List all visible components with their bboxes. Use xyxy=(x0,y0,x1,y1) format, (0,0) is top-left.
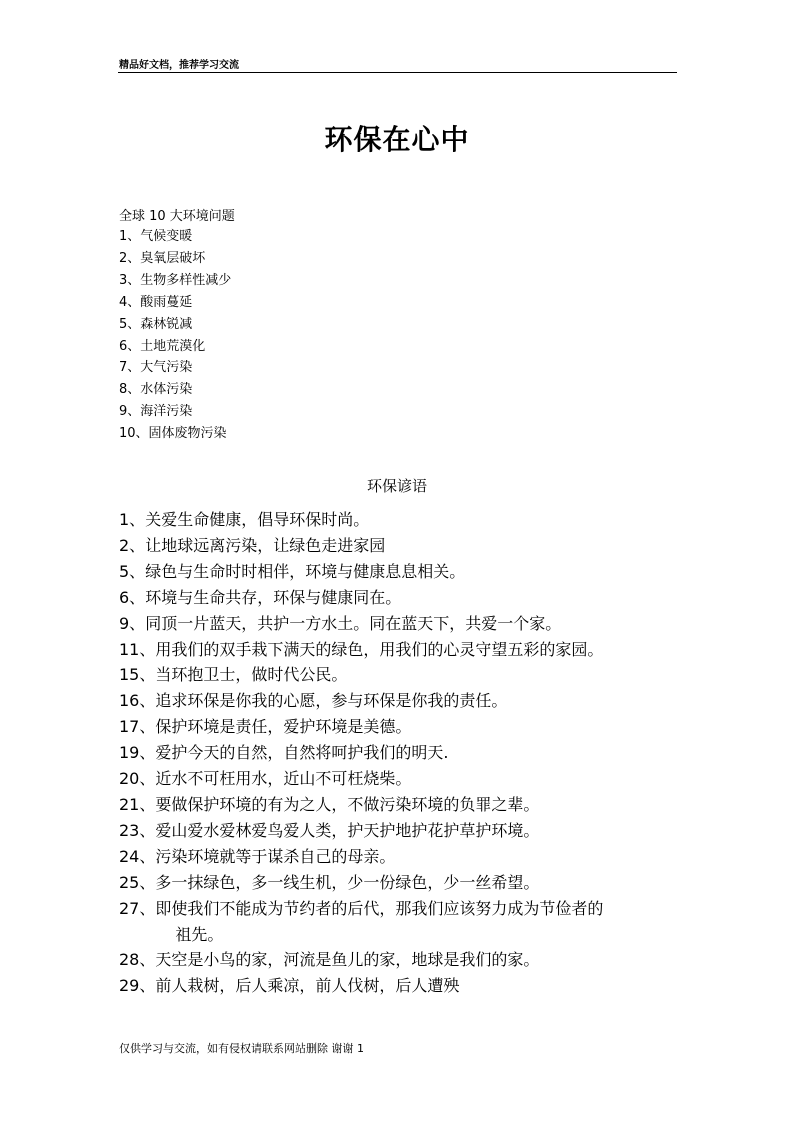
slogan-item xyxy=(119,507,689,533)
slogan-text: 要做保护环境的有为之人，不做污染环境的负罪之辈。 xyxy=(155,794,540,814)
slogan-number: 27、 xyxy=(119,898,156,918)
problem-item: 7、大气污染 xyxy=(119,360,193,376)
header-divider xyxy=(118,72,677,73)
slogan-number: 11、 xyxy=(119,639,156,659)
slogan-text: 保护环境是责任，爱护环境是美德。 xyxy=(155,717,412,737)
slogan-number: 28、 xyxy=(119,950,156,970)
slogan-text: 天空是小鸟的家，河流是鱼儿的家，地球是我们的家。 xyxy=(155,950,540,970)
slogan-item xyxy=(119,740,689,766)
slogan-item xyxy=(119,870,689,896)
problem-item: 3、生物多样性减少 xyxy=(119,272,232,288)
slogan-item xyxy=(119,766,689,792)
problem-item: 10、固体废物污染 xyxy=(119,426,227,442)
slogan-item xyxy=(119,559,689,585)
slogan-item xyxy=(119,973,689,999)
slogan-number: 2、 xyxy=(119,535,146,555)
slogan-text: 关爱生命健康，倡导环保时尚。 xyxy=(145,510,370,529)
slogan-text: 近水不可枉用水，近山不可枉烧柴。 xyxy=(155,769,412,789)
slogan-number: 20、 xyxy=(119,769,156,789)
slogan-text: 当环抱卫士，做时代公民。 xyxy=(155,665,348,685)
slogan-text: 同顶一片蓝天，共护一方水土。同在蓝天下，共爱一个家。 xyxy=(145,613,562,633)
slogan-number: 21、 xyxy=(119,794,156,814)
slogan-item xyxy=(119,662,689,688)
slogan-number: 16、 xyxy=(119,691,156,711)
slogan-item xyxy=(119,637,689,663)
slogan-text: 爱山爱水爱林爱鸟爱人类，护天护地护花护草护环境。 xyxy=(155,820,540,840)
slogan-text: 多一抹绿色，多一线生机，少一份绿色，少一丝希望。 xyxy=(155,872,540,892)
slogan-item xyxy=(119,844,689,870)
slogan-text: 绿色与生命时时相伴，环境与健康息息相关。 xyxy=(145,561,466,581)
problem-item: 6、土地荒漠化 xyxy=(119,338,206,354)
slogan-number: 17、 xyxy=(119,717,156,737)
problem-item: 5、森林锐减 xyxy=(119,316,193,332)
slogan-number: 19、 xyxy=(119,743,156,763)
slogan-text: 追求环保是你我的心愿，参与环保是你我的责任。 xyxy=(155,691,508,711)
slogans-heading: 环保谚语 xyxy=(366,477,427,495)
problems-heading: 全球 10 大环境问题 xyxy=(119,209,235,224)
slogan-item xyxy=(119,818,689,844)
slogan-item xyxy=(119,714,689,740)
slogan-number: 9、 xyxy=(119,613,146,633)
problem-item: 1、气候变暖 xyxy=(119,229,193,244)
slogan-number: 24、 xyxy=(119,846,156,866)
problems-list xyxy=(119,226,231,445)
slogan-item xyxy=(119,688,689,714)
slogan-text: 爱护今天的自然，自然将呵护我们的明天. xyxy=(155,743,449,763)
slogan-item xyxy=(119,585,689,611)
slogan-number: 23、 xyxy=(119,820,156,840)
slogan-text: 即使我们不能成为节约者的后代，那我们应该努力成为节俭者的 xyxy=(155,898,604,918)
slogan-text: 污染环境就等于谋杀自己的母亲。 xyxy=(155,846,396,866)
problem-item: 2、臭氧层破坏 xyxy=(119,250,206,266)
slogan-text-continuation: 祖先。 xyxy=(175,924,224,944)
slogan-number: 15、 xyxy=(119,665,156,685)
slogan-item xyxy=(119,947,689,973)
slogan-number: 5、 xyxy=(119,561,146,581)
slogan-item xyxy=(119,533,689,559)
header-note: 精品好文档，推荐学习交流 xyxy=(119,60,239,71)
slogan-item xyxy=(119,896,689,948)
page-title: 环保在心中 xyxy=(324,123,470,156)
footer-note: 仅供学习与交流，如有侵权请联系网站删除 谢谢 1 xyxy=(119,1042,364,1055)
slogan-text-block xyxy=(155,896,689,948)
slogan-item xyxy=(119,792,689,818)
slogan-text: 前人栽树，后人乘凉，前人伐树，后人遭殃 xyxy=(155,976,460,996)
slogan-item xyxy=(119,611,689,637)
slogan-number: 6、 xyxy=(119,587,146,607)
slogan-text: 环境与生命共存，环保与健康同在。 xyxy=(145,587,402,607)
problem-item: 4、酸雨蔓延 xyxy=(119,294,193,310)
problem-item: 9、海洋污染 xyxy=(119,404,193,420)
slogan-text: 用我们的双手栽下满天的绿色，用我们的心灵守望五彩的家园。 xyxy=(155,639,604,659)
slogans-list xyxy=(119,507,689,999)
slogan-number: 29、 xyxy=(119,976,156,996)
slogan-number: 1、 xyxy=(119,510,146,529)
problem-item: 8、水体污染 xyxy=(119,382,193,398)
slogan-number: 25、 xyxy=(119,872,156,892)
slogan-text: 让地球远离污染，让绿色走进家园 xyxy=(145,535,386,555)
